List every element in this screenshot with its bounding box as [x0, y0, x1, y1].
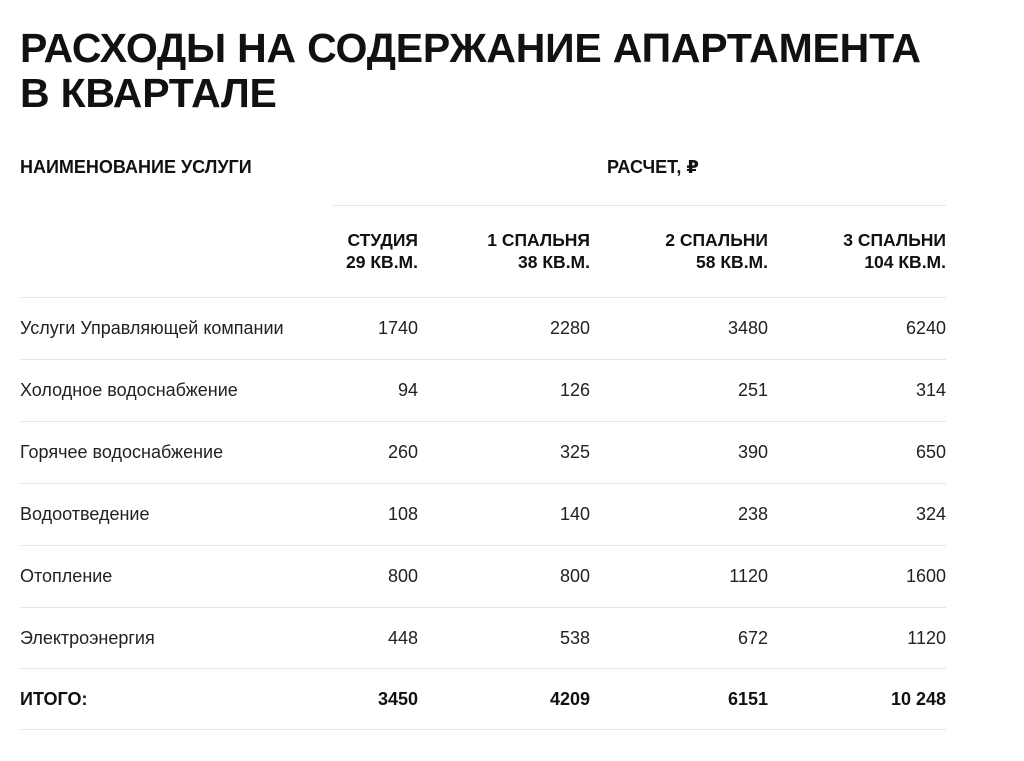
row-value-3-bedrooms: 324 [915, 504, 946, 524]
table-row [20, 545, 946, 608]
column-header-name: СТУДИЯ [347, 230, 418, 250]
table-row [20, 483, 946, 546]
row-value-studio: 260 [387, 442, 418, 462]
header-divider [333, 205, 946, 206]
row-value-studio: 448 [387, 628, 418, 648]
table-row [20, 297, 946, 360]
row-value-2-bedrooms: 238 [737, 504, 768, 524]
row-value-3-bedrooms: 6240 [905, 318, 946, 338]
row-service-name: Холодное водоснабжение [20, 380, 238, 400]
total-value-1-bedroom: 4209 [549, 689, 590, 709]
row-value-1-bedroom: 800 [559, 566, 590, 586]
row-value-studio: 108 [387, 504, 418, 524]
table-row [20, 421, 946, 484]
row-value-1-bedroom: 325 [559, 442, 590, 462]
total-value-2-bedrooms: 6151 [727, 689, 768, 709]
service-name-header: НАИМЕНОВАНИЕ УСЛУГИ [20, 157, 252, 177]
column-header-area: 58 КВ.М. [696, 252, 768, 272]
row-value-2-bedrooms: 672 [737, 628, 768, 648]
table-row [20, 607, 946, 670]
column-header-1-bedroom [440, 229, 590, 273]
total-label: ИТОГО: [20, 689, 88, 709]
row-service-name: Электроэнергия [20, 628, 155, 648]
row-value-1-bedroom: 140 [559, 504, 590, 524]
row-service-name: Водоотведение [20, 504, 150, 524]
row-value-1-bedroom: 126 [559, 380, 590, 400]
row-service-name: Отопление [20, 566, 113, 586]
calculation-header: РАСЧЕТ, ₽ [607, 157, 699, 177]
table-row [20, 359, 946, 422]
row-value-3-bedrooms: 1600 [905, 566, 946, 586]
row-value-studio: 1740 [377, 318, 418, 338]
page-title-line-2: В КВАРТАЛЕ [20, 70, 277, 116]
page-title-line-1: РАСХОДЫ НА СОДЕРЖАНИЕ АПАРТАМЕНТА [20, 25, 921, 71]
row-value-3-bedrooms: 1120 [907, 628, 946, 648]
row-value-1-bedroom: 538 [559, 628, 590, 648]
row-value-2-bedrooms: 251 [737, 380, 768, 400]
row-service-name: Горячее водоснабжение [20, 442, 224, 462]
column-header-name: 1 СПАЛЬНЯ [487, 230, 590, 250]
total-value-3-bedrooms: 10 248 [890, 689, 946, 709]
row-value-2-bedrooms: 390 [737, 442, 768, 462]
column-header-area: 29 КВ.М. [346, 252, 418, 272]
row-value-3-bedrooms: 650 [915, 442, 946, 462]
column-header-name: 3 СПАЛЬНИ [843, 230, 946, 250]
column-header-studio [300, 229, 418, 273]
column-header-area: 38 КВ.М. [518, 252, 590, 272]
column-header-area: 104 КВ.М. [864, 252, 946, 272]
row-service-name: Услуги Управляющей компании [20, 318, 284, 338]
page-title [20, 26, 980, 116]
row-value-1-bedroom: 2280 [549, 318, 590, 338]
column-header-3-bedrooms [796, 229, 946, 273]
row-value-3-bedrooms: 314 [915, 380, 946, 400]
row-value-studio: 800 [387, 566, 418, 586]
table-bottom-divider [20, 729, 946, 730]
column-header-2-bedrooms [620, 229, 768, 273]
row-value-2-bedrooms: 3480 [727, 318, 768, 338]
total-value-studio: 3450 [377, 689, 418, 709]
column-header-name: 2 СПАЛЬНИ [665, 230, 768, 250]
row-value-2-bedrooms: 1120 [729, 566, 768, 586]
row-value-studio: 94 [397, 380, 418, 400]
table-total-row [20, 668, 946, 731]
